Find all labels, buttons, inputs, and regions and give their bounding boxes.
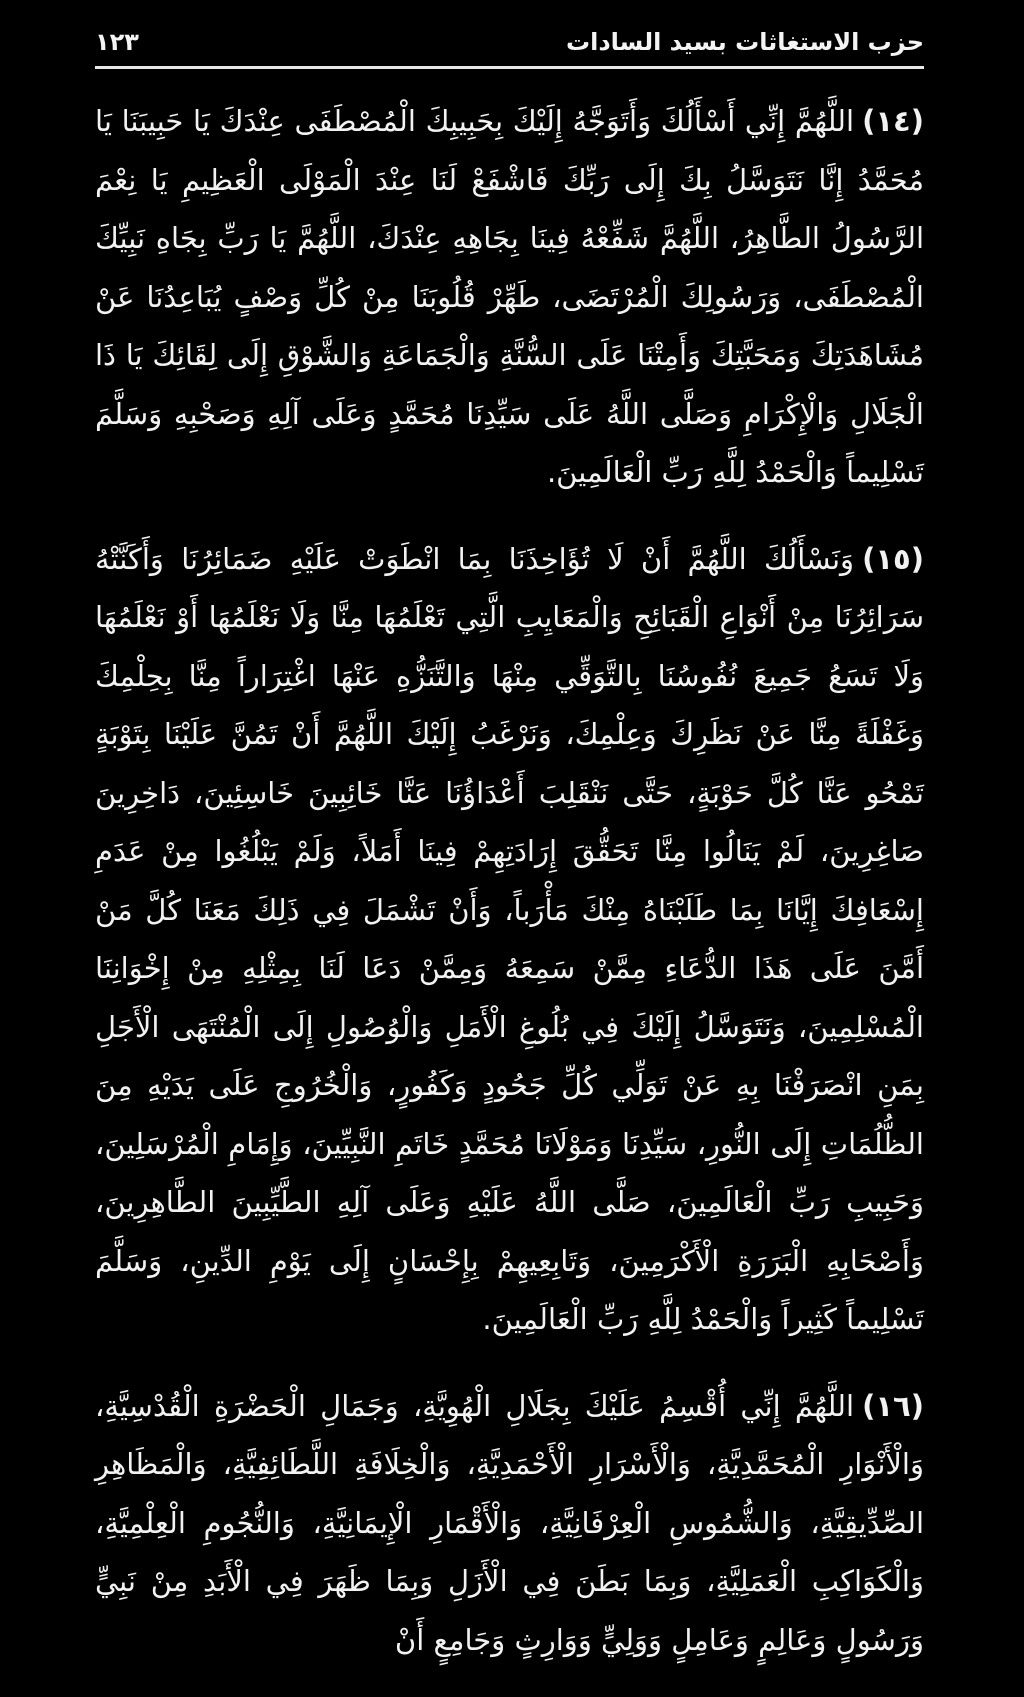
section-number: (١٤)	[862, 104, 924, 138]
section-paragraph	[95, 530, 924, 1349]
page-header	[95, 22, 924, 62]
page-body	[95, 92, 924, 1697]
section-body-text: وَنَسْأَلُكَ اللَّهُمَّ أَنْ لَا تُؤَاخِذَنَا بِمَا انْطَوَتْ عَلَيْهِ ضَمَائِرُنَا وَأَكَنَّتْهُ سَرَائِرُنَا مِنْ أَنْوَاعِ الْقَبَائِحِ وَالْمَعَايِبِ الَّتِي تَعْلَمُهَا مِنَّا وَلَا نَعْلَمُهَا أَوْ نَعْلَمُهَا وَلَا تَسَعُ جَمِيعَ نُفُوسُنَا بِالتَّوَقِّي مِنْهَا وَالتَّنَزُّهِ عَنْهَا اغْتِرَاراً مِنَّا بِحِلْمِكَ وَغَفْلَةً مِنَّا عَنْ نَظَرِكَ وَعِلْمِكَ، وَنَرْغَبُ إِلَيْكَ اللَّهُمَّ أَنْ تَمُنَّ عَلَيْنَا بِتَوْبَةٍ تَمْحُو عَنَّا كُلَّ حَوْبَةٍ، حَتَّى نَنْقَلِبَ أَعْدَاؤُنَا عَنَّا خَائِبِينَ خَاسِئِينَ، دَاخِرِينَ صَاغِرِينَ، لَمْ يَنَالُوا مِنَّا تَحَقُّقَ إِرَادَتِهِمْ فِينَا أَمَلاً، وَلَمْ يَبْلُغُوا مِنْ عَدَمِ إِسْعَافِكَ إِيَّانَا بِمَا طَلَبْنَاهُ مِنْكَ مَأْرَباً، وَأَنْ تَشْمَلَ فِي ذَلِكَ مَعَنَا كُلَّ مَنْ أَمَّنَ عَلَى هَذَا الدُّعَاءِ مِمَّنْ سَمِعَهُ وَمِمَّنْ دَعَا لَنَا بِمِثْلِهِ مِنْ إِخْوَانِنَا الْمُسْلِمِينَ، وَنَتَوَسَّلُ إِلَيْكَ فِي بُلُوغِ الْأَمَلِ وَالْوُصُولِ إِلَى الْمُنْتَهَى الْأَجَلِ بِمَنِ انْصَرَفْنَا بِهِ عَنْ تَوَلِّي كُلِّ جَحُودٍ وَكَفُورٍ، وَالْخُرُوجِ عَلَى يَدَيْهِ مِنَ الظُّلُمَاتِ إِلَى النُّورِ، سَيِّدِنَا وَمَوْلَانَا مُحَمَّدٍ خَاتَمِ النَّبِيِّينَ، وَإِمَامِ الْمُرْسَلِينَ، وَحَبِيبِ رَبِّ الْعَالَمِينَ، صَلَّى اللَّهُ عَلَيْهِ وَعَلَى آلِهِ الطَّيِّبِينَ الطَّاهِرِينَ، وَأَصْحَابِهِ الْبَرَرَةِ الْأَكْرَمِينَ، وَتَابِعِيهِمْ بِإِحْسَانٍ إِلَى يَوْمِ الدِّينِ، وَسَلَّمَ تَسْلِيماً كَثِيراً وَالْحَمْدُ لِلَّهِ رَبِّ الْعَالَمِينَ.	[95, 541, 924, 1336]
section-paragraph	[95, 92, 924, 502]
section-body-text: اللَّهُمَّ إِنِّي أَسْأَلُكَ وَأَتَوَجَّهُ إِلَيْكَ بِحَبِيبِكَ الْمُصْطَفَى عِنْدَكَ يَا حَبِيبَنَا يَا مُحَمَّدُ إِنَّا نَتَوَسَّلُ بِكَ إِلَى رَبِّكَ فَاشْفَعْ لَنَا عِنْدَ الْمَوْلَى الْعَظِيمِ يَا نِعْمَ الرَّسُولُ الطَّاهِرُ، اللَّهُمَّ شَفِّعْهُ فِينَا بِجَاهِهِ عِنْدَكَ، اللَّهُمَّ يَا رَبِّ بِجَاهِ نَبِيِّكَ الْمُصْطَفَى، وَرَسُولِكَ الْمُرْتَضَى، طَهِّرْ قُلُوبَنَا مِنْ كُلِّ وَصْفٍ يُبَاعِدُنَا عَنْ مُشَاهَدَتِكَ وَمَحَبَّتِكَ وَأَمِتْنَا عَلَى السُّنَّةِ وَالْجَمَاعَةِ وَالشَّوْقِ إِلَى لِقَائِكَ يَا ذَا الْجَلَالِ وَالْإِكْرَامِ وَصَلَّى اللَّهُ عَلَى سَيِّدِنَا مُحَمَّدٍ وَعَلَى آلِهِ وَصَحْبِهِ وَسَلَّمَ تَسْلِيماً وَالْحَمْدُ لِلَّهِ رَبِّ الْعَالَمِينَ.	[95, 104, 924, 489]
section-number: (١٥)	[862, 541, 924, 576]
section-number: (١٦)	[862, 1388, 924, 1423]
section-body-text: اللَّهُمَّ إِنِّي أُقْسِمُ عَلَيْكَ بِجَلَالِ الْهُوِيَّةِ، وَجَمَالِ الْحَضْرَةِ الْقُدْسِيَّةِ، وَالْأَنْوَارِ الْمُحَمَّدِيَّةِ، وَالْأَسْرَارِ الْأَحْمَدِيَّةِ، وَالْخِلَافَةِ اللَّطَائِفِيَّةِ، وَالْمَظَاهِرِ الصِّدِّيقِيَّةِ، وَالشُّمُوسِ الْعِرْفَانِيَّةِ، وَالْأَقْمَارِ الْإِيمَانِيَّةِ، وَالنُّجُومِ الْعِلْمِيَّةِ، وَالْكَوَاكِبِ الْعَمَلِيَّةِ، وَبِمَا بَطَنَ فِي الْأَزَلِ وَبِمَا ظَهَرَ فِي الْأَبَدِ مِنْ نَبِيٍّ وَرَسُولٍ وَعَالِمٍ وَعَامِلٍ وَوَلِيٍّ وَوَارِثٍ وَجَامِعٍ أَنْ	[95, 1388, 924, 1657]
section-paragraph	[95, 1377, 924, 1670]
prayer-section-15	[95, 530, 924, 1349]
page-number: ١٢٣	[95, 28, 139, 56]
header-rule	[95, 66, 924, 69]
prayer-section-16	[95, 1377, 924, 1670]
running-header-title: حزب الاستغاثات بسيد السادات	[565, 28, 924, 56]
prayer-section-14	[95, 92, 924, 502]
